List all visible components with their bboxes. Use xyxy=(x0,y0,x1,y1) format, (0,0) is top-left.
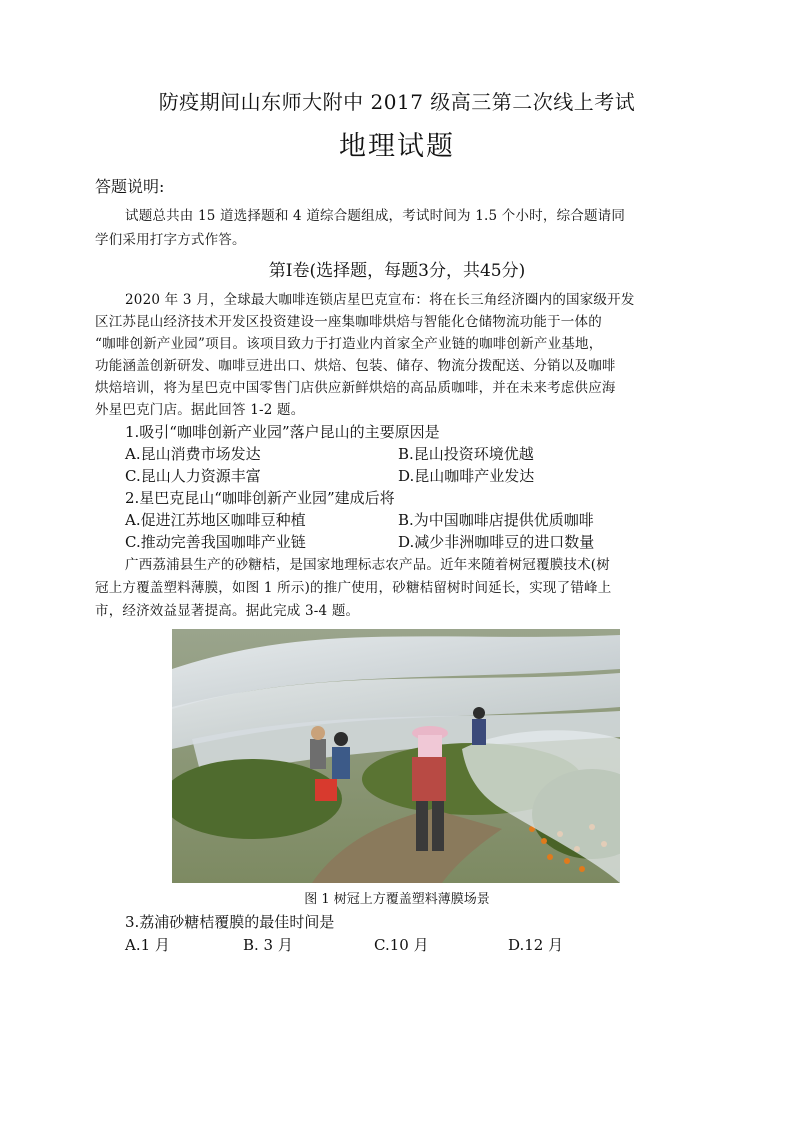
question-3-option-a: A.1 月 xyxy=(125,936,170,954)
question-2-option-c: C.推动完善我国咖啡产业链 xyxy=(125,533,306,551)
passage1-line: 2020 年 3 月，全球最大咖啡连锁店星巴克宣布：将在长三角经济圈内的国家级开发 xyxy=(125,292,635,308)
passage1-line: “咖啡创新产业园”项目。该项目致力于打造业内首家全产业链的咖啡创新产业基地， xyxy=(95,336,603,352)
passage2-line: 市，经济效益显著提高。据此完成 3-4 题。 xyxy=(95,603,360,619)
instructions-label: 答题说明: xyxy=(95,177,165,196)
instructions-line-1: 试题总共由 15 道选择题和 4 道综合题组成，考试时间为 1.5 个小时，综合题请同 xyxy=(125,208,626,224)
question-1-option-a: A.昆山消费市场发达 xyxy=(125,445,261,463)
question-3-option-c: C.10 月 xyxy=(374,936,429,954)
question-3-option-b: B. 3 月 xyxy=(243,936,293,954)
passage2-line: 广西荔浦县生产的砂糖桔，是国家地理标志农产品。近年来随着树冠覆膜技术(树 xyxy=(125,557,610,573)
question-2-stem: 2.星巴克昆山“咖啡创新产业园”建成后将 xyxy=(125,489,395,507)
passage1-line: 烘焙培训，将为星巴克中国零售门店供应新鲜烘焙的高品质咖啡，并在未来考虑供应海 xyxy=(95,380,616,396)
question-1-stem: 1.吸引“咖啡创新产业园”落户昆山的主要原因是 xyxy=(125,423,440,441)
question-3-stem: 3.荔浦砂糖桔覆膜的最佳时间是 xyxy=(125,913,335,931)
exam-title: 防疫期间山东师大附中 2017 级高三第二次线上考试 xyxy=(158,90,636,114)
figure-1-photo xyxy=(172,629,620,883)
passage2-line: 冠上方覆盖塑料薄膜，如图 1 所示)的推广使用，砂糖桔留树时间延长，实现了错峰上 xyxy=(95,580,612,596)
question-1-option-c: C.昆山人力资源丰富 xyxy=(125,467,261,485)
instructions-line-2: 学们采用打字方式作答。 xyxy=(95,232,246,248)
passage1-line: 功能涵盖创新研发、咖啡豆进出口、烘焙、包装、储存、物流分拨配送、分销以及咖啡 xyxy=(95,358,616,374)
question-1-option-b: B.昆山投资环境优越 xyxy=(398,445,534,463)
question-2-option-a: A.促进江苏地区咖啡豆种植 xyxy=(125,511,306,529)
question-2-option-d: D.减少非洲咖啡豆的进口数量 xyxy=(398,533,595,551)
question-2-option-b: B.为中国咖啡店提供优质咖啡 xyxy=(398,511,594,529)
question-3-option-d: D.12 月 xyxy=(508,936,564,954)
section-title: 第Ⅰ卷(选择题，每题3分，共45分) xyxy=(268,261,526,281)
figure-1-caption: 图 1 树冠上方覆盖塑料薄膜场景 xyxy=(304,892,490,907)
passage1-line: 区江苏昆山经济技术开发区投资建设一座集咖啡烘焙与智能化仓储物流功能于一体的 xyxy=(95,314,602,330)
question-1-option-d: D.昆山咖啡产业发达 xyxy=(398,467,535,485)
subject-title: 地理试题 xyxy=(339,131,455,162)
passage1-line: 外星巴克门店。据此回答 1-2 题。 xyxy=(95,402,305,418)
